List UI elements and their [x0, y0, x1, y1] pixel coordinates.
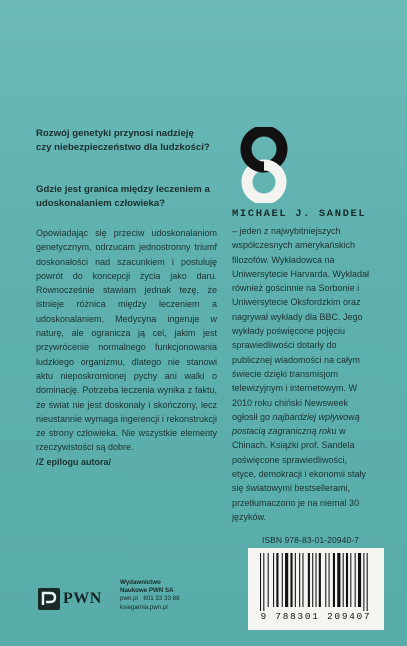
barcode-bar	[295, 553, 296, 607]
barcode-bar	[260, 553, 261, 611]
barcode-bar	[346, 553, 348, 607]
author-name: MICHAEL J. SANDEL	[232, 208, 367, 220]
barcode-bar	[319, 553, 321, 607]
barcode-bar	[355, 553, 356, 607]
question-boundary: Gdzie jest granica między leczeniem a udoskonalaniem człowieka?	[36, 184, 210, 209]
barcode-bar	[273, 553, 274, 607]
barcode-bar	[363, 553, 364, 611]
barcode-bar	[312, 553, 313, 607]
barcode-bar	[285, 553, 288, 607]
barcode-bar	[367, 553, 368, 611]
sandel-s-logo	[230, 127, 298, 203]
barcode-bar	[308, 553, 310, 607]
bio-italic: najbardziej wpływową postacią zagraniczną roku	[232, 411, 360, 437]
publisher-logo-text: PWN	[63, 590, 102, 607]
author-bio	[232, 224, 372, 524]
barcode-bar	[325, 553, 326, 607]
barcode-bar	[316, 553, 317, 607]
publisher-line-1: Wydawnictwo	[120, 579, 161, 586]
pwn-logo-icon	[38, 588, 60, 610]
barcode-bar	[299, 553, 300, 607]
publisher-line-3: pwn.pl · 801 33 33 88	[120, 595, 180, 603]
barcode-bar	[333, 553, 335, 607]
barcode-bar	[290, 553, 292, 607]
barcode-bar	[302, 553, 303, 607]
question-genetics: Rozwój genetyki przynosi nadzieję czy niebezpieczeństwo dla ludzkości?	[36, 128, 210, 153]
barcode	[248, 548, 384, 630]
epilogue-text: Opowiadając się przeciw udoskonalaniom genetycznym, odrzucam jednostronny triumf doskonałości nad szacunkiem i postuluję powrót do koncepcji życia jako daru. Równocześnie stawiam jednak tezę, że istnieje różnica między leczeniem a udoskonalaniem. Medycyna ingeruje w naturę, ale ogranicza ją cel, jakim jest przywrócenie normalnego funkcjonowania ludzkiego organizmu, dlatego nie stanowi aktu nieposkromionej pychy ani walki o dominację. Potrzeba leczenia wynika z faktu, że świat nie jest doskonały i skończony, lecz nieustannie wymaga ingerencji i rekonstrukcji ze strony człowieka. Nie wszystkie elementy rzeczywistości są dobre.	[36, 228, 217, 453]
barcode-bar	[350, 553, 351, 607]
barcode-bar	[329, 553, 330, 607]
barcode-bar	[276, 553, 278, 607]
publisher-line-2: Naukowe PWN SA	[120, 587, 174, 595]
barcode-bar	[337, 553, 340, 607]
epilogue-source: /Z epilogu autora/	[36, 456, 112, 467]
barcode-number: 9 788301 209407	[260, 611, 372, 622]
barcode-bars	[258, 553, 374, 611]
publisher-line-4: ksiegarnia.pwn.pl	[120, 603, 168, 611]
publisher-info	[120, 579, 180, 612]
barcode-bar	[343, 553, 344, 607]
isbn-label: ISBN 978-83-01-20940-7	[262, 535, 360, 545]
barcode-bar	[282, 553, 283, 607]
barcode-bar	[358, 553, 361, 607]
bio-text-1: – jeden z najwybitniejszych współczesnych amerykańskich filozofów. Wykładowca na Uniwersytecie Harvarda. Wykładał również gościnnie na Sorbonie i Uniwersytecie Oksfordzkim oraz nagrywał wykłady dla BBC. Jego wykłady poświęcone pojęciu sprawiedliwości dotarły do publicznej wiadomości na całym świecie dzięki transmisjom telewizyjnym i internetowym. W 2010 roku chiński Newsweek ogłosił go	[232, 226, 369, 422]
bio-text-2: w Chinach. Książki prof. Sandela poświęcone sprawiedliwości, etyce, demokracji i ekonomii stały się światowymi bestsellerami, przetłumaczono je na niemal 30 języków.	[232, 426, 367, 522]
epilogue-excerpt	[36, 226, 217, 469]
barcode-bar	[263, 553, 264, 611]
barcode-bar	[268, 553, 269, 607]
